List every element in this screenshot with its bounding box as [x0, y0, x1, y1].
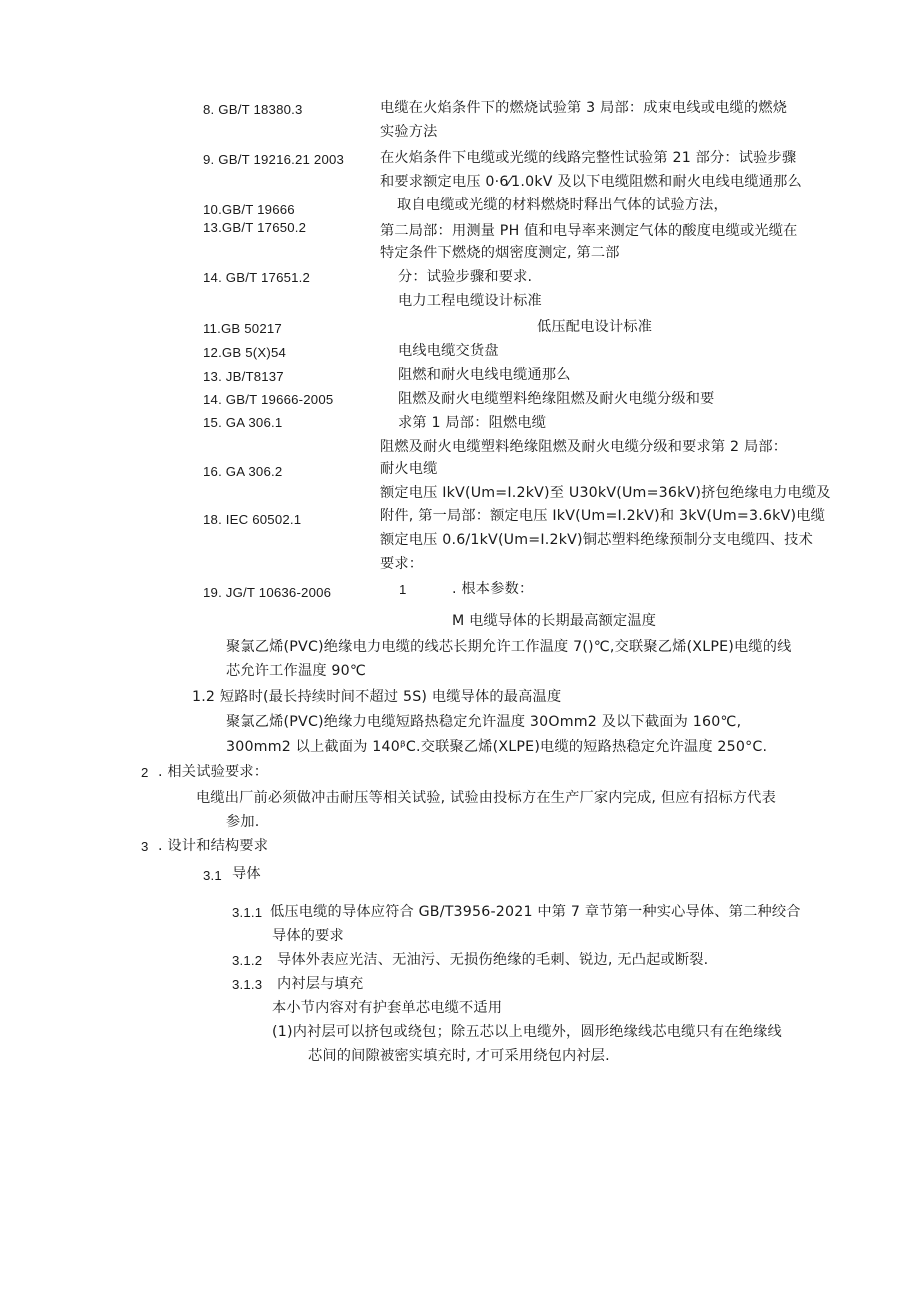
ref-id: 14. GB/T 17651.2: [203, 270, 311, 285]
section-number: 3: [141, 839, 149, 854]
ref-text: 第二局部：用测量 PH 值和电导率来测定气体的酸度电缆或光缆在: [380, 223, 798, 239]
paragraph-line: (1)内衬层可以挤包或绕包；除五芯以上电缆外，圆形绝缘线芯电缆只有在绝缘线: [272, 1024, 782, 1040]
ref-text: 低压配电设计标准: [537, 319, 653, 335]
ref-id: 15. GA 306.1: [203, 415, 283, 430]
ref-text: 取自电缆或光缆的材料燃烧时释出气体的试验方法，: [397, 197, 728, 213]
ref-text: 阻燃及耐火电缆塑料绝缘阻燃及耐火电缆分级和要: [398, 391, 715, 407]
paragraph-line: 芯间的间隙被密实填充时, 才可采用绕包内衬层.: [308, 1048, 610, 1064]
ref-text: . 根本参数：: [452, 581, 534, 597]
ref-text: 附件, 第一局部：额定电压 IkV(Um=I.2kV)和 3kV(Um=3.6kV)电缆: [380, 508, 825, 524]
paragraph-line: 低压电缆的导体应符合 GB/T3956-2021 中第 7 章节第一种实心导体、第二种绞合: [270, 904, 801, 920]
ref-text: 额定电压 0.6/1kV(Um=I.2kV)铜芯塑料绝缘预制分支电缆四、技术: [380, 532, 813, 548]
ref-text: 电缆在火焰条件下的燃烧试验第 3 局部：成束电线或电缆的燃烧: [380, 100, 788, 116]
ref-text: 1: [399, 582, 407, 597]
ref-text: 和要求额定电压 0·6⁄1.0kV 及以下电缆阻燃和耐火电线电缆通那么: [380, 174, 802, 190]
ref-id: 11.GB 50217: [203, 321, 282, 336]
paragraph-line: 芯允许工作温度 90℃: [226, 663, 367, 679]
section-title: . 设计和结构要求: [158, 838, 269, 854]
ref-id: 13.GB/T 17650.2: [203, 220, 307, 235]
section-number: 2: [141, 765, 149, 780]
note-line: 本小节内容对有护套单芯电缆不适用: [272, 1000, 503, 1016]
ref-id: 9. GB/T 19216.21 2003: [203, 152, 345, 167]
paragraph-line: 聚氯乙烯(PVC)绝缘电力电缆的线芯长期允许工作温度 7()℃,交联聚乙烯(XLPE)电缆的线: [226, 639, 792, 655]
item-number: 3.1.2: [232, 953, 263, 968]
ref-text: 电力工程电缆设计标准: [398, 293, 542, 309]
ref-id: 14. GB/T 19666-2005: [203, 392, 334, 407]
paragraph-line: 参加.: [226, 814, 260, 830]
ref-text: 分：试验步骤和要求.: [398, 269, 533, 285]
ref-text: 实验方法: [380, 124, 438, 140]
section-title: . 相关试验要求：: [158, 764, 269, 780]
ref-id: 16. GA 306.2: [203, 464, 283, 479]
ref-text: 阻燃及耐火电缆塑料绝缘阻燃及耐火电缆分级和要求第 2 局部：: [380, 439, 788, 455]
ref-text: 特定条件下燃烧的烟密度测定, 第二部: [380, 245, 620, 261]
paragraph-line: 导体的要求: [272, 928, 344, 944]
ref-id: 10.GB/T 19666: [203, 202, 295, 217]
subsection-number: 3.1: [203, 868, 222, 883]
ref-id: 12.GB 5(X)54: [203, 345, 287, 360]
item-number: 3.1.3: [232, 977, 263, 992]
ref-id: 18. IEC 60502.1: [203, 512, 302, 527]
ref-text: 要求：: [380, 556, 424, 572]
subsection-title: 1.2 短路时(最长持续时间不超过 5S) 电缆导体的最高温度: [192, 689, 562, 705]
paragraph-line: 300mm2 以上截面为 140ᵝC.交联聚乙烯(XLPE)电缆的短路热稳定允许温度 250°C.: [226, 739, 768, 755]
paragraph-line: 导体外表应光洁、无油污、无损伤绝缘的毛刺、锐边, 无凸起或断裂.: [277, 952, 709, 968]
ref-text: 耐火电缆: [380, 461, 438, 477]
ref-text: 电线电缆交货盘: [398, 343, 499, 359]
ref-text: 求第 1 局部：阻燃电缆: [398, 415, 547, 431]
paragraph-line: 聚氯乙烯(PVC)绝缘力电缆短路热稳定允许温度 30Omm2 及以下截面为 160℃,: [226, 714, 742, 730]
paragraph-line: 内衬层与填充: [277, 976, 364, 992]
ref-id: 19. JG/T 10636-2006: [203, 585, 332, 600]
ref-id: 13. JB/T8137: [203, 369, 284, 384]
item-number: 3.1.1: [232, 905, 263, 920]
subsection-title: M 电缆导体的长期最高额定温度: [452, 613, 657, 629]
subsection-title: 导体: [232, 866, 261, 882]
ref-text: 在火焰条件下电缆或光缆的线路完整性试验第 21 部分：试验步骤: [380, 150, 797, 166]
ref-text: 额定电压 IkV(Um=I.2kV)至 U30kV(Um=36kV)挤包绝缘电力电缆及: [380, 485, 831, 501]
ref-text: 阻燃和耐火电线电缆通那么: [398, 367, 571, 383]
paragraph-line: 电缆出厂前必须做冲击耐压等相关试验, 试验由投标方在生产厂家内完成, 但应有招标方代表: [196, 790, 776, 806]
ref-id: 8. GB/T 18380.3: [203, 102, 303, 117]
